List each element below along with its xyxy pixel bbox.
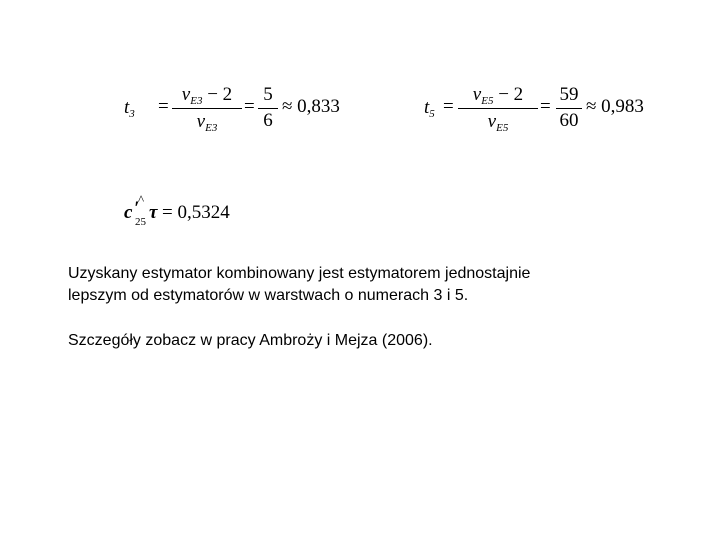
formula-t3 [124, 84, 340, 144]
t3-fraction-value: 5 6 [258, 84, 278, 134]
c25-value: = 0,5324 [162, 202, 230, 223]
t5-equals-2: = [540, 96, 551, 117]
paragraph-line-1: Uzyskany estymator kombinowany jest estymatorem jednostajnie [68, 265, 531, 282]
t3-equals-2: = [244, 96, 255, 117]
formula-c25 [124, 194, 264, 234]
t3-equals: = [158, 96, 169, 117]
paragraph-line-2: lepszym od estymatorów w warstwach o numerach 3 i 5. [68, 287, 469, 304]
t3-lhs: $t_3$ [124, 97, 135, 120]
c25-hat: ^ [138, 192, 145, 207]
c25-prime: ′ [134, 198, 140, 219]
t5-equals: = [443, 96, 454, 117]
t5-fraction-bar [458, 108, 538, 109]
t3-fraction-bar [172, 108, 242, 109]
t3-approx: ≈ 0,833 [282, 96, 340, 117]
c25-var-tau: τ [149, 202, 158, 223]
c25-var-c: c [124, 202, 133, 223]
paragraph-reference: Szczegóły zobacz w pracy Ambroży i Mejza (2006). [68, 332, 433, 349]
t5-approx: ≈ 0,983 [586, 96, 644, 117]
t3-fraction-main: $v_{E3} - 2$ $v_{E3}$ [172, 84, 242, 134]
t5-fraction-main: $v_{E5} - 2$ $v_{E5}$ [458, 84, 538, 134]
t5-fraction-value: 59 60 [556, 84, 582, 134]
c25-subscript: 25 [135, 216, 146, 228]
t5-lhs: $t_5$ [424, 97, 435, 120]
formula-t5 [424, 84, 644, 144]
